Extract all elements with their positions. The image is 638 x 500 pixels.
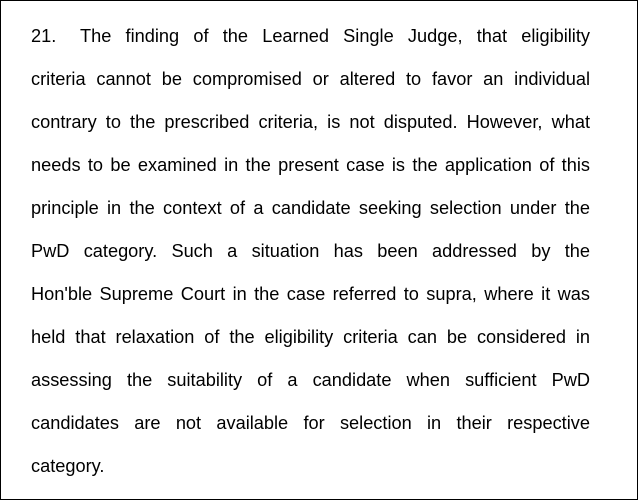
paragraph-line: assessing the suitability of a candidate when sufficient PwD xyxy=(31,370,590,390)
paragraph-line: category. xyxy=(31,456,105,476)
paragraph-line: contrary to the prescribed criteria, is not disputed. However, what xyxy=(31,112,590,132)
paragraph-line: principle in the context of a candidate seeking selection under the xyxy=(31,198,590,218)
paragraph-line-text: The finding of the Learned Single Judge, that eligibility xyxy=(80,26,590,46)
paragraph-line: needs to be examined in the present case is the application of this xyxy=(31,155,590,175)
paragraph-line: held that relaxation of the eligibility criteria can be considered in xyxy=(31,327,590,347)
paragraph-line: candidates are not available for selection in their respective xyxy=(31,413,590,433)
paragraph-line: criteria cannot be compromised or altered to favor an individual xyxy=(31,69,590,89)
paragraph-line: Hon'ble Supreme Court in the case referred to supra, where it was xyxy=(31,284,590,304)
paragraph-line xyxy=(31,15,590,58)
paragraph-21 xyxy=(31,15,590,488)
paragraph-number: 21. xyxy=(31,26,57,46)
paragraph-line: PwD category. Such a situation has been addressed by the xyxy=(31,241,590,261)
